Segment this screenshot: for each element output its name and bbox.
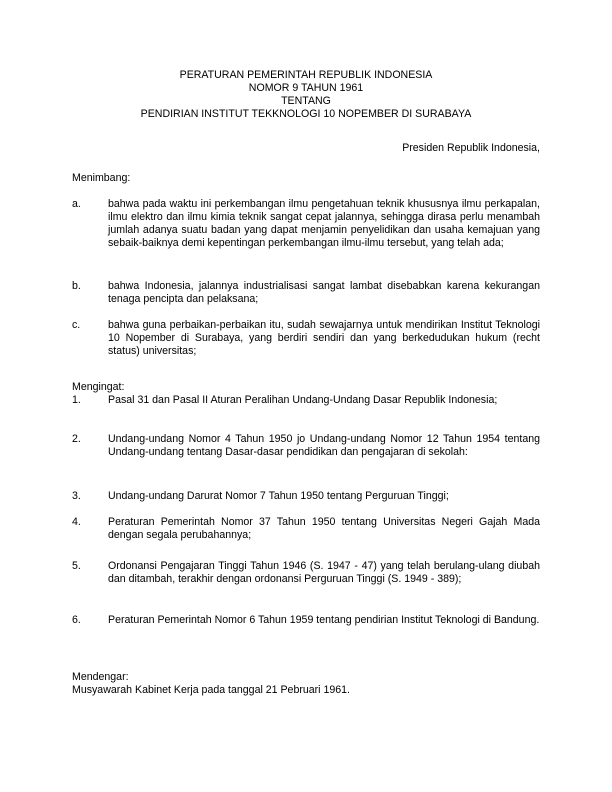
mengingat-item-6: [72, 614, 540, 627]
item-marker: 5.: [72, 560, 81, 572]
menimbang-item-a: [72, 198, 540, 250]
title-line-regulation: PERATURAN PEMERINTAH REPUBLIK INDONESIA: [179, 69, 433, 81]
menimbang-item-c: [72, 319, 540, 358]
mengingat-item-5: [72, 560, 540, 586]
mengingat-heading: Mengingat:: [72, 381, 125, 393]
item-text: bahwa guna perbaikan-perbaikan itu, sudah sewajarnya untuk mendirikan Institut Teknologi 10 Nopember di Surabaya, yang berdiri sendiri dan yang berkedudukan hukum (recht status) universitas;: [108, 319, 540, 357]
item-marker: b.: [72, 280, 81, 292]
item-marker: 2.: [72, 433, 81, 445]
item-marker: a.: [72, 198, 81, 210]
item-text: Peraturan Pemerintah Nomor 37 Tahun 1950 tentang Universitas Negeri Gajah Mada dengan segala perubahannya;: [108, 516, 540, 541]
document-title: [0, 69, 612, 121]
item-marker: 4.: [72, 516, 81, 528]
item-text: bahwa pada waktu ini perkembangan ilmu pengetahuan teknik khususnya ilmu perkapalan, ilmu elektro dan ilmu kimia teknik sangat cepat jalannya, sehingga dirasa perlu menambah jumlah adanya suatu badan yang dapat menjamin penyelidikan dan usaha kemajuan yang sebaik-baiknya demi kepentingan perkembangan ilmu-ilmu tersebut, yang telah ada;: [108, 198, 540, 249]
salutation: Presiden Republik Indonesia,: [402, 142, 540, 154]
mengingat-item-4: [72, 516, 540, 542]
mendengar-text: Musyawarah Kabinet Kerja pada tanggal 21 Pebruari 1961.: [72, 684, 350, 696]
menimbang-item-b: [72, 280, 540, 306]
item-marker: 6.: [72, 614, 81, 626]
title-line-number: NOMOR 9 TAHUN 1961: [248, 82, 364, 94]
item-marker: 1.: [72, 394, 81, 406]
item-marker: c.: [72, 319, 81, 331]
mengingat-item-3: [72, 490, 540, 503]
title-line-subject: PENDIRIAN INSTITUT TEKKNOLOGI 10 NOPEMBER DI SURABAYA: [140, 108, 472, 120]
item-text: Ordonansi Pengajaran Tinggi Tahun 1946 (S. 1947 - 47) yang telah berulang-ulang diubah dan ditambah, terakhir dengan ordonansi Perguruan Tinggi (S. 1949 - 389);: [108, 560, 540, 585]
item-text: Undang-undang Darurat Nomor 7 Tahun 1950 tentang Perguruan Tinggi;: [108, 490, 449, 502]
title-line-about: TENTANG: [281, 95, 331, 107]
menimbang-heading: Menimbang:: [72, 172, 131, 184]
mengingat-item-1: [72, 394, 540, 407]
mendengar-heading: Mendengar:: [72, 671, 129, 683]
item-text: Undang-undang Nomor 4 Tahun 1950 jo Undang-undang Nomor 12 Tahun 1954 tentang Undang-undang tentang Dasar-dasar pendidikan dan pengajaran di sekolah:: [108, 433, 540, 458]
mengingat-item-2: [72, 433, 540, 459]
item-text: Pasal 31 dan Pasal II Aturan Peralihan Undang-Undang Dasar Republik Indonesia;: [108, 394, 498, 406]
item-text: Peraturan Pemerintah Nomor 6 Tahun 1959 tentang pendirian Institut Teknologi di Bandung.: [108, 614, 540, 626]
item-marker: 3.: [72, 490, 81, 502]
item-text: bahwa Indonesia, jalannya industrialisasi sangat lambat disebabkan karena kekurangan tenaga pencipta dan pelaksana;: [108, 280, 540, 305]
